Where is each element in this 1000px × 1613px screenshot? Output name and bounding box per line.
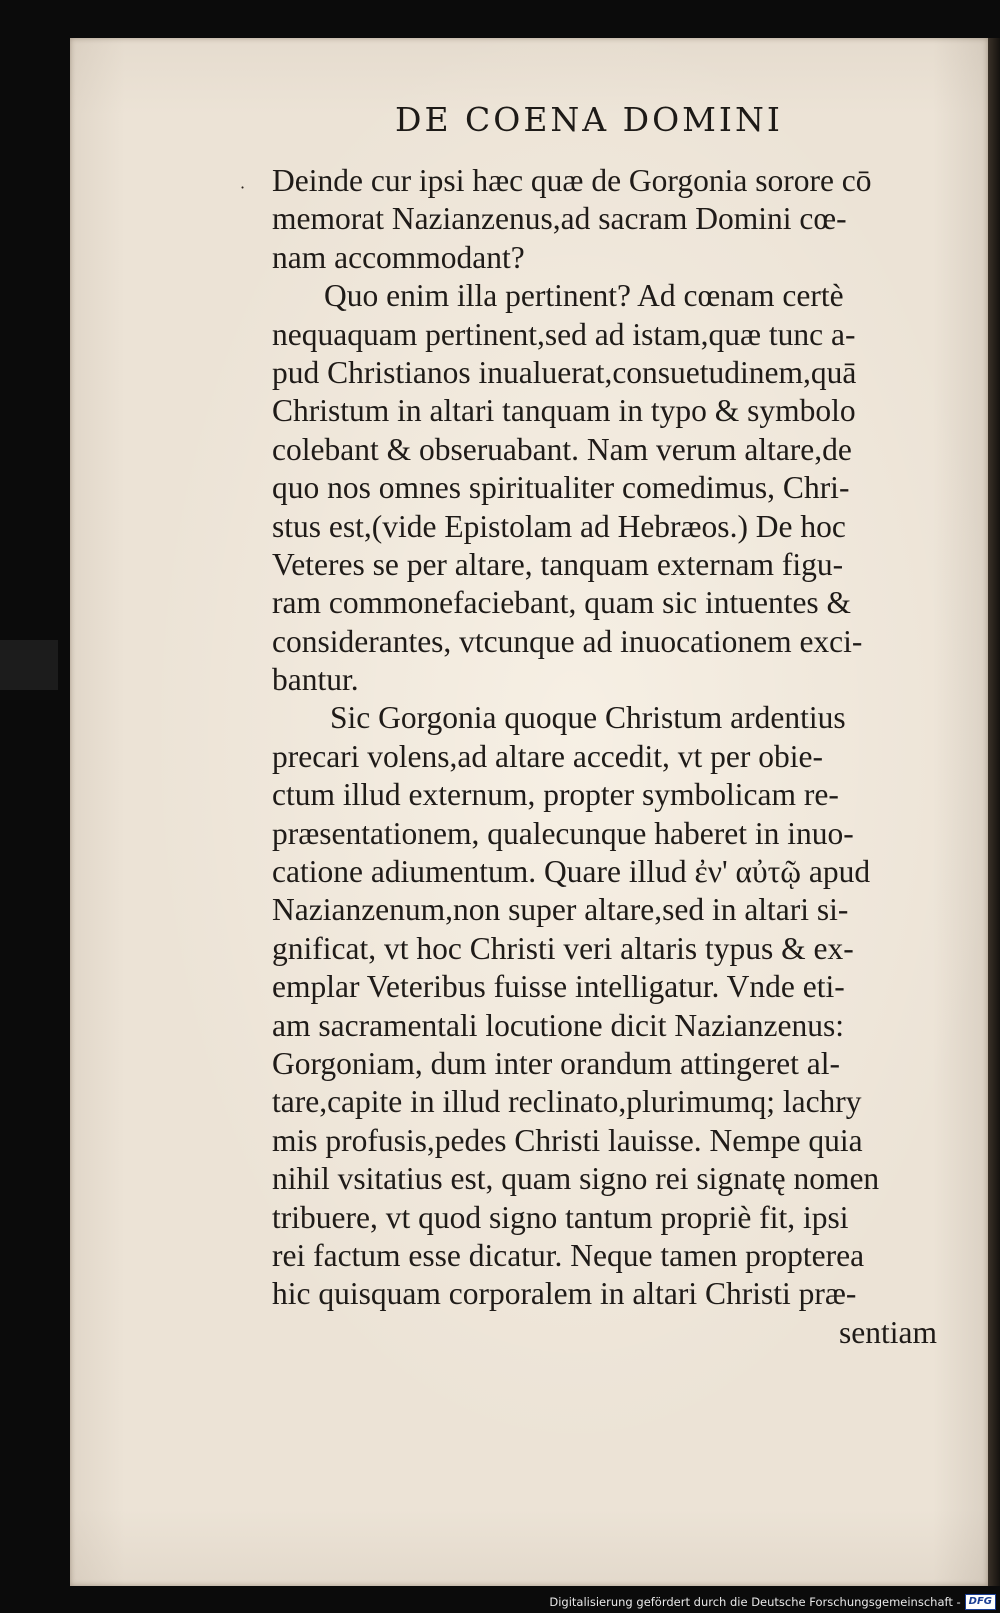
text-line: memorat Nazianzenus,ad sacram Domini cœ- [272,201,847,237]
text-line: Sic Gorgonia quoque Christum ardentius [330,700,846,736]
text-line: nequaquam pertinent,sed ad istam,quæ tunc a- [272,316,856,352]
text-line: precari volens,ad altare accedit, vt per obie- [272,738,823,774]
text-line: tribuere, vt quod signo tantum propriè fit, ipsi [272,1199,849,1235]
text-line: stus est,(vide Epistolam ad Hebræos.) De hoc [272,508,846,544]
text-line: rei factum esse dicatur. Neque tamen propterea [272,1237,865,1273]
body-text [272,162,972,1352]
text-line: Nazianzenum,non super altare,sed in altari si- [272,892,849,928]
text-line: am sacramentali locutione dicit Nazianzenus: [272,1007,845,1043]
text-line: mis profusis,pedes Christi lauisse. Nempe quia [272,1122,863,1158]
credit-text: Digitalisierung gefördert durch die Deutsche Forschungsgemeinschaft - [549,1595,961,1609]
text-line: Deinde cur ipsi hæc quæ de Gorgonia sorore cō [272,163,872,198]
text-line: catione adiumentum. Quare illud ἐν' αὐτῷ apud [272,854,871,890]
text-line: nihil vsitatius est, quam signo rei signatę nomen [272,1161,880,1197]
text-line: ctum illud externum, propter symbolicam re- [272,777,839,813]
catchword: sentiam [839,1314,937,1350]
text-line: gnificat, vt hoc Christi veri altaris typus & ex- [272,930,854,966]
text-line: Veteres se per altare, tanquam externam figu- [272,546,844,582]
text-line: tare,capite in illud reclinato,plurimumq; lachry [272,1084,862,1120]
text-line: pud Christianos inualuerat,consuetudinem,quā [272,354,857,390]
text-line: Christum in altari tanquam in typo & symbolo [272,393,856,429]
text-line: quo nos omnes spiritualiter comedimus, Chri- [272,470,850,506]
running-head: DE COENA DOMINI [395,100,783,139]
digitization-credit [549,1594,996,1610]
page-edge [988,38,1000,1586]
text-line: bantur. [272,662,359,698]
text-line: Quo enim illa pertinent? Ad cœnam certè [324,278,844,314]
dfg-logo: DFG [965,1594,996,1610]
margin-mark: · [240,178,246,197]
text-line: præsentationem, qualecunque haberet in inuo- [272,815,854,851]
text-line: considerantes, vtcunque ad inuocationem exci- [272,623,863,659]
text-line: nam accommodant? [272,239,525,275]
text-line: ram commonefaciebant, quam sic intuentes & [272,585,852,621]
text-line: emplar Veteribus fuisse intelligatur. Vnde eti- [272,969,845,1005]
text-line: Gorgoniam, dum inter orandum attingeret al- [272,1045,841,1081]
text-line: colebant & obseruabant. Nam verum altare,de [272,431,852,467]
scan-margin-mark [0,640,58,690]
text-line: hic quisquam corporalem in altari Christi præ- [272,1276,857,1312]
